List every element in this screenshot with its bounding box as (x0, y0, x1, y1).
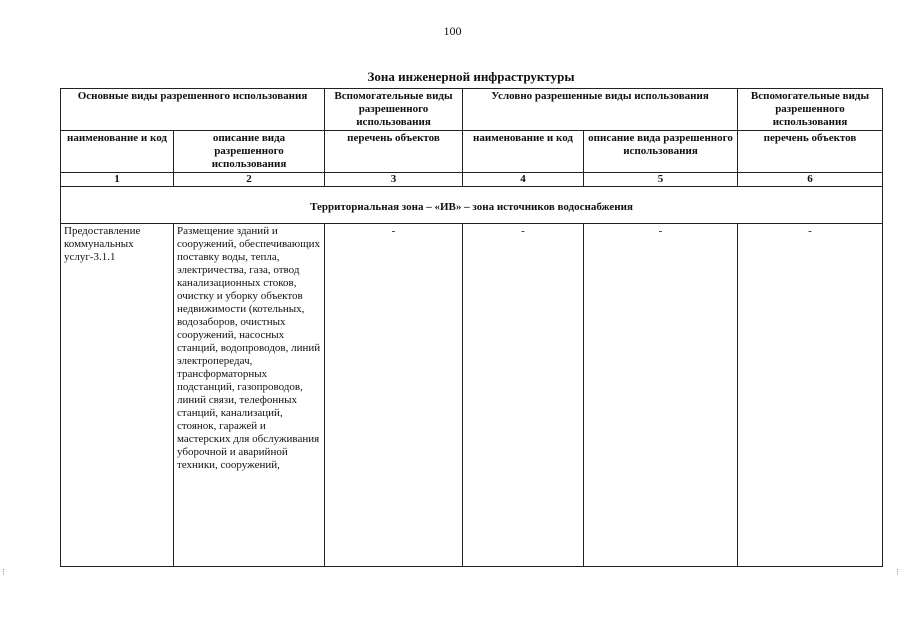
header-name-code-2: наименование и код (463, 131, 584, 173)
header-main-uses: Основные виды разрешенного использования (61, 89, 325, 131)
header-aux-uses-1: Вспомогательные виды разрешенного использования (325, 89, 463, 131)
column-number: 3 (325, 173, 463, 187)
header-conditional-uses: Условно разрешенные виды использования (463, 89, 738, 131)
zone-table (60, 88, 883, 567)
column-number-row (61, 173, 883, 187)
column-number: 6 (738, 173, 883, 187)
cell-name-code: Предоставление коммунальных услуг-3.1.1 (61, 224, 174, 567)
scan-edge-mark-right: ⁝ (896, 568, 899, 578)
header-description-1: описание вида разрешенного использования (174, 131, 325, 173)
cell-name-code-2: - (463, 224, 584, 567)
column-number: 2 (174, 173, 325, 187)
header-description-2: описание вида разрешенного использования (584, 131, 738, 173)
column-number: 1 (61, 173, 174, 187)
document-title: Зона инженерной инфраструктуры (367, 69, 575, 84)
zone-title: Территориальная зона – «ИВ» – зона источников водоснабжения (61, 187, 883, 224)
header-object-list-1: перечень объектов (325, 131, 463, 173)
cell-description: Размещение зданий и сооружений, обеспечивающих поставку воды, тепла, электричества, газа, отвод канализационных стоков, очистку и уборку объектов недвижимости (котельных, водозаборов, очистных сооружений, насосных станций, водопроводов, линий электропередач, трансформаторных подстанций, газопроводов, линий связи, телефонных станций, канализаций, стоянок, гаражей и мастерских для обслуживания уборочной и аварийной техники, сооружений, (174, 224, 325, 567)
cell-object-list-2: - (738, 224, 883, 567)
header-name-code-1: наименование и код (61, 131, 174, 173)
column-number: 4 (463, 173, 584, 187)
header-aux-uses-2: Вспомогательные виды разрешенного использования (738, 89, 883, 131)
header-row-groups (61, 89, 883, 131)
column-number: 5 (584, 173, 738, 187)
cell-object-list-1: - (325, 224, 463, 567)
header-object-list-2: перечень объектов (738, 131, 883, 173)
cell-description-2: - (584, 224, 738, 567)
header-row-subcolumns (61, 131, 883, 173)
page-number: 100 (443, 24, 462, 38)
scan-edge-mark-left: ⁝ (2, 568, 5, 578)
zone-row (61, 187, 883, 224)
table-row (61, 224, 883, 567)
